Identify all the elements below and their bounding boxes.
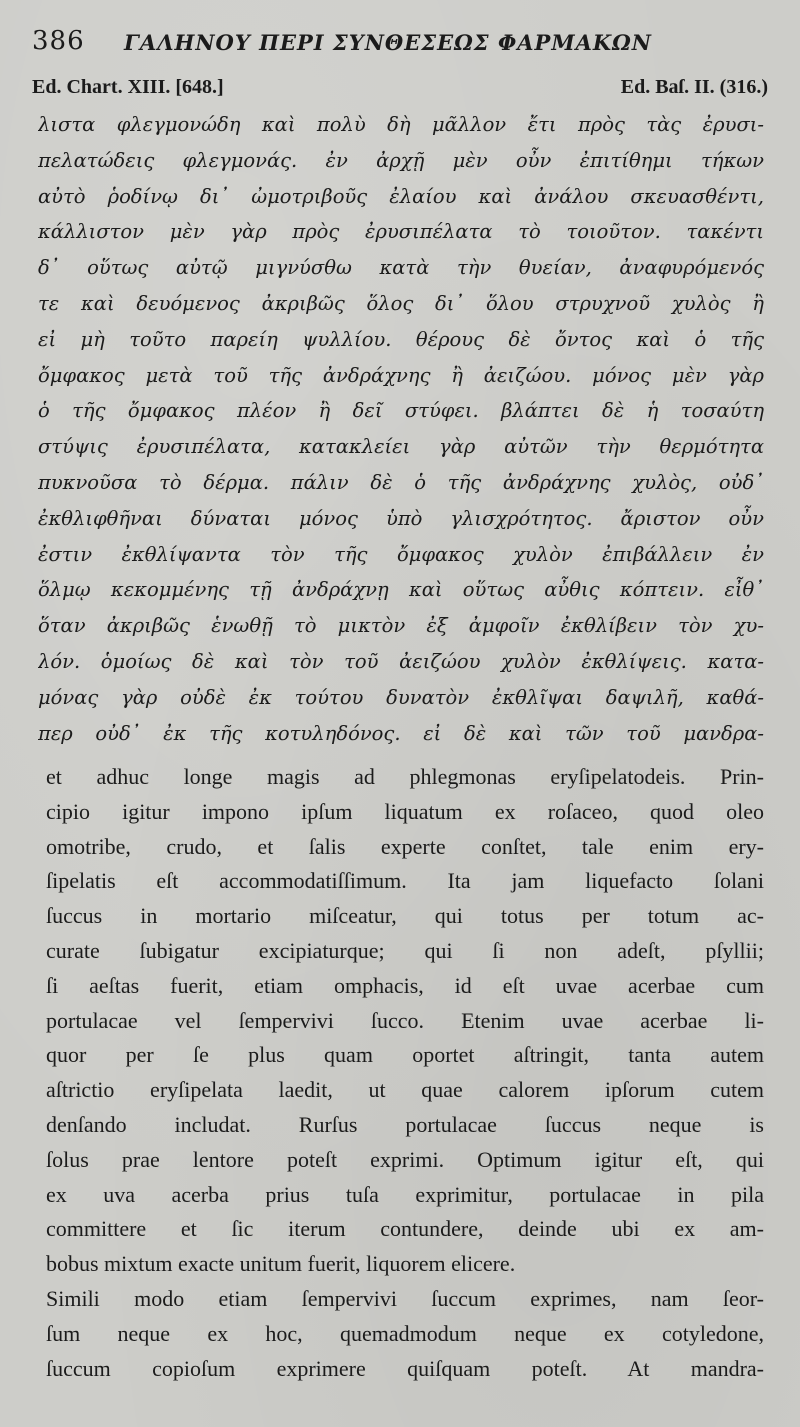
greek-line: πυκνοῦσα τὸ δέρμα. πάλιν δὲ ὁ τῆς ἀνδράχνης χυλὸς, οὐδ᾿	[38, 470, 764, 494]
latin-line: ſi aeſtas fuerit, etiam omphacis, id eſt uvae acerbae cum	[46, 972, 764, 998]
greek-line: ὅλμῳ κεκομμένης τῇ ἀνδράχνῃ καὶ οὕτως αὖθις κόπτειν. εἶθ᾿	[38, 578, 764, 602]
greek-line: ἐστιν ἐκθλίψαντα τὸν τῆς ὄμφακος χυλὸν ἐπιβάλλειν ἐν	[38, 542, 764, 566]
greek-line: πελατώδεις φλεγμονάς. ἐν ἀρχῇ μὲν οὖν ἐπιτίθημι τήκων	[38, 148, 764, 172]
latin-line: ſuccus in mortario miſceatur, qui totus per totum ac-	[46, 903, 764, 929]
latin-line: ſolus prae lentore poteſt exprimi. Optimum igitur eſt, qui	[46, 1146, 764, 1172]
latin-line: denſando includat. Rurſus portulacae ſuccus neque is	[46, 1111, 764, 1137]
latin-text-block	[46, 760, 764, 1386]
greek-line: μόνας γὰρ οὐδὲ ἐκ τούτου δυνατὸν ἐκθλῖψαι δαψιλῆ, καθά-	[38, 685, 764, 709]
latin-line: bobus mixtum exacte unitum fuerit, liquorem elicere.	[46, 1251, 516, 1277]
greek-line: λιστα φλεγμονώδη καὶ πολὺ δὴ μᾶλλον ἔτι πρὸς τὰς ἐρυσι-	[38, 113, 764, 136]
greek-line: λόν. ὁμοίως δὲ καὶ τὸν τοῦ ἀειζώου χυλὸν ἐκθλίψεις. κατα-	[38, 649, 764, 673]
latin-line: committere et ſic iterum contundere, deinde ubi ex am-	[46, 1216, 764, 1242]
running-head	[32, 26, 772, 66]
latin-line: cipio igitur impono ipſum liquatum ex roſaceo, quod oleo	[46, 798, 764, 824]
latin-line: omotribe, crudo, et ſalis experte conſtet, tale enim ery-	[46, 833, 764, 859]
greek-text-block	[38, 107, 764, 751]
greek-line: ὄμφακος μετὰ τοῦ τῆς ἀνδράχνης ἢ ἀειζώου. μόνος μὲν γὰρ	[38, 363, 764, 387]
edition-basel: Ed. Baſ. II. (316.)	[620, 76, 768, 98]
greek-line: στύψις ἐρυσιπέλατα, κατακλείει γὰρ αὐτῶν τὴν θερμότητα	[38, 435, 764, 459]
latin-line: ſipelatis eſt accommodatiſſimum. Ita jam liquefacto ſolani	[46, 868, 764, 894]
latin-line: ſuccum copioſum exprimere quiſquam poteſt. At mandra-	[46, 1355, 764, 1381]
greek-line: αὐτὸ ῥοδίνῳ δι᾿ ὠμοτριβοῦς ἐλαίου καὶ ἀνάλου σκευασθέντι,	[38, 184, 764, 208]
greek-line: περ οὐδ᾿ ἐκ τῆς κοτυληδόνος. εἰ δὲ καὶ τῶν τοῦ μανδρα-	[38, 721, 764, 745]
edition-chartier: Ed. Chart. XIII. [648.]	[32, 76, 224, 98]
greek-line: ὅταν ἀκριβῶς ἑνωθῇ τὸ μικτὸν ἐξ ἀμφοῖν ἐκθλίβειν τὸν χυ-	[38, 614, 764, 638]
page-number: 386	[32, 26, 85, 56]
latin-line: et adhuc longe magis ad phlegmonas eryſipelatodeis. Prin-	[46, 764, 764, 789]
latin-line: curate ſubigatur excipiaturque; qui ſi non adeſt, pſyllii;	[46, 937, 764, 963]
latin-line: ſum neque ex hoc, quemadmodum neque ex cotyledone,	[46, 1320, 764, 1346]
greek-line: εἰ μὴ τοῦτο παρείη ψυλλίου. θέρους δὲ ὄντος καὶ ὁ τῆς	[38, 327, 764, 351]
greek-line: ἐκθλιφθῆναι δύναται μόνος ὑπὸ γλισχρότητος. ἄριστον οὖν	[38, 506, 764, 530]
greek-line: τε καὶ δευόμενος ἀκριβῶς ὅλος δι᾿ ὅλου στρυχνοῦ χυλὸς ἢ	[38, 291, 764, 315]
latin-line: aſtrictio eryſipelata laedit, ut quae calorem ipſorum cutem	[46, 1077, 764, 1103]
greek-line: δ᾿ οὕτως αὐτῷ μιγνύσθω κατὰ τὴν θυείαν, ἀναφυρόμενός	[38, 256, 764, 280]
greek-line: ὁ τῆς ὄμφακος πλέον ἢ δεῖ στύφει. βλάπτει δὲ ἡ τοσαύτη	[38, 399, 764, 423]
latin-line: Simili modo etiam ſempervivi ſuccum exprimes, nam ſeor-	[46, 1285, 764, 1311]
greek-line: κάλλιστον μὲν γὰρ πρὸς ἐρυσιπέλατα τὸ τοιοῦτον. τακέντι	[38, 220, 764, 244]
latin-line: portulacae vel ſempervivi ſucco. Etenim uvae acerbae li-	[46, 1007, 764, 1033]
latin-line: quor per ſe plus quam oportet aſtringit, tanta autem	[46, 1042, 764, 1068]
latin-line: ex uva acerba prius tuſa exprimitur, portulacae in pila	[46, 1181, 764, 1207]
running-title: ΓΑΛΗΝΟΥ ΠΕΡΙ ΣΥΝΘΕΣΕΩΣ ΦΑΡΜΑΚΩΝ	[124, 30, 652, 55]
